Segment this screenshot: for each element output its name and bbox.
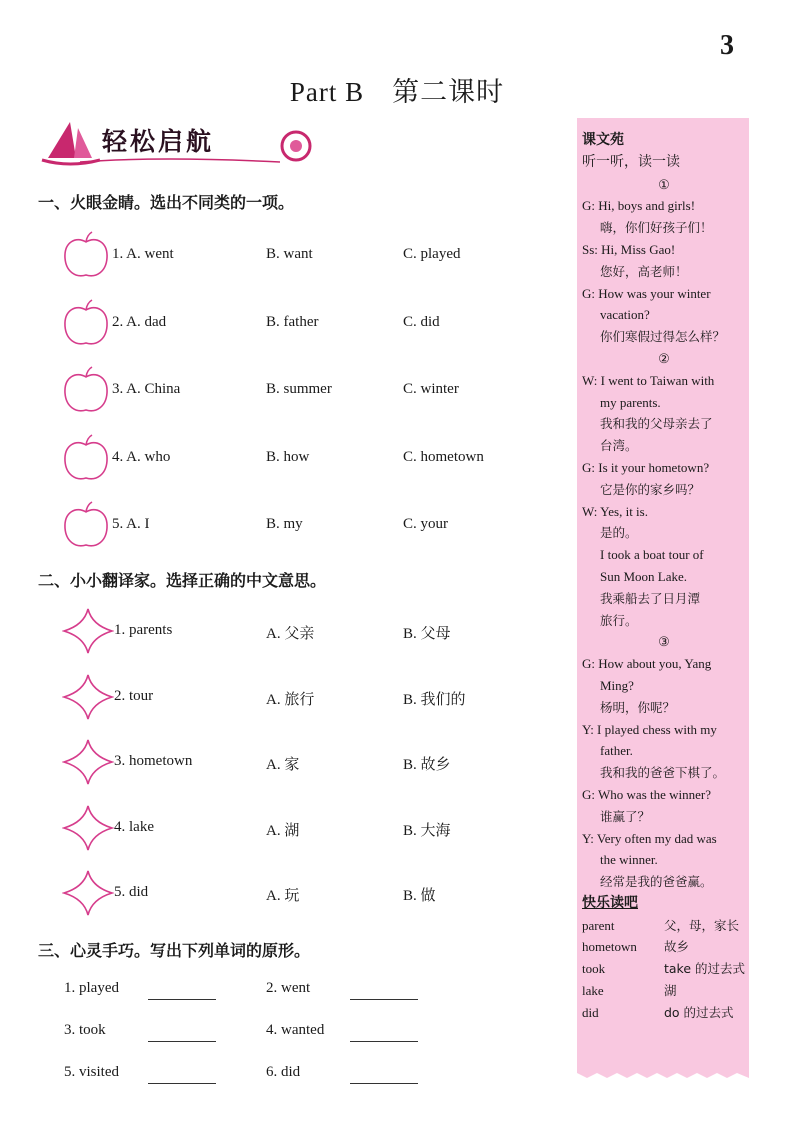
answer-blank: [148, 1040, 216, 1042]
dialogue-line: 嗨，你们好孩子们！: [600, 220, 713, 236]
vocab-row: [582, 958, 746, 980]
vocab-row: [582, 1002, 746, 1024]
dialogue-line: Ss: Hi, Miss Gao!: [582, 241, 676, 257]
banner-title: 轻松启航: [102, 127, 215, 156]
option-b: B. 我们的: [403, 691, 466, 708]
vocab-word: lake: [582, 983, 604, 999]
dialogue-line: 谁赢了？: [600, 808, 651, 824]
page-title: Part B 第二课时: [289, 77, 505, 107]
vocab-word: took: [582, 961, 606, 977]
vocab-meaning: do 的过去式: [664, 1004, 734, 1020]
option-b: B. 故乡: [403, 757, 451, 773]
word: 5. did: [114, 884, 149, 900]
answer-blank: [350, 1040, 418, 1042]
dialogue-line: 我乘船去了日月潭: [600, 590, 701, 606]
dialogue-line: I took a boat tour of: [600, 547, 704, 563]
word-right: 6. did: [266, 1064, 301, 1080]
apple-answer-icon: [62, 500, 110, 550]
answer-blank: [148, 1082, 216, 1084]
word: 3. hometown: [114, 753, 193, 769]
vocab-row: [582, 936, 746, 958]
dialogue-line: ①: [658, 176, 670, 192]
dialogue-line: ③: [658, 634, 670, 650]
vocab-meaning: take 的过去式: [664, 961, 746, 977]
dialogue-line: vacation?: [600, 307, 650, 323]
dialogue-line: G: How was your winter: [582, 285, 711, 301]
option-a: A. 旅行: [266, 691, 315, 708]
option-a: A. 湖: [266, 822, 300, 839]
section2-heading: 二、小小翻译家。选择正确的中文意思。: [38, 571, 327, 590]
vocab-word: parent: [582, 917, 615, 933]
word: 2. tour: [114, 687, 154, 704]
option-c: C. your: [403, 516, 448, 532]
dialogue-line: the winner.: [600, 852, 658, 868]
dialogue-line: G: Who was the winner?: [582, 786, 712, 802]
vocab-heading: 快乐读吧: [582, 894, 638, 911]
word-left: 3. took: [64, 1022, 106, 1038]
answer-blank: [148, 998, 216, 1000]
option-a: 3. A. China: [112, 381, 181, 397]
page-number: 3: [720, 30, 734, 61]
option-b: B. summer: [266, 381, 332, 397]
vocab-row: [582, 980, 746, 1002]
dialogue-line: 你们寒假过得怎么样？: [600, 329, 726, 345]
dialogue-line: father.: [600, 743, 633, 759]
sidebar-subheading: 听一听，读一读: [582, 153, 680, 170]
sidebar-panel: [577, 118, 749, 1078]
option-a: 5. A. I: [112, 516, 150, 532]
dialogue-line: ②: [658, 350, 670, 366]
dialogue-line: 我和我的爸爸下棋了。: [600, 765, 726, 781]
dialogue-line: G: Is it your hometown?: [582, 459, 710, 475]
option-b: B. how: [266, 448, 310, 465]
star-answer-icon: [62, 607, 114, 655]
apple-answer-icon: [62, 230, 110, 280]
dialogue-line: Y: Very often my dad was: [582, 830, 717, 846]
dialogue-line: Ming?: [600, 677, 634, 693]
dialogue-line: 我和我的父母亲去了: [600, 416, 713, 432]
dialogue-line: Sun Moon Lake.: [600, 568, 688, 584]
dialogue-line: 台湾。: [600, 438, 638, 454]
vocab-word: hometown: [582, 939, 637, 955]
section-banner: [40, 118, 325, 168]
option-b: B. 大海: [403, 822, 451, 839]
star-answer-icon: [62, 804, 114, 852]
option-a: 4. A. who: [112, 448, 171, 465]
option-c: C. hometown: [403, 448, 484, 465]
vocab-meaning: 父，母，家长: [664, 917, 740, 933]
option-a: 2. A. dad: [112, 313, 167, 330]
vocab-meaning: 湖: [664, 983, 677, 999]
section1-heading: 一、火眼金睛。选出不同类的一项。: [38, 193, 295, 212]
option-b: B. 做: [403, 888, 436, 904]
option-c: C. did: [403, 313, 440, 330]
option-c: C. played: [403, 246, 461, 262]
option-b: B. want: [266, 246, 313, 262]
dialogue-line: 是的。: [600, 525, 638, 541]
option-a: A. 父亲: [266, 626, 315, 642]
answer-blank: [350, 998, 418, 1000]
option-c: C. winter: [403, 381, 459, 397]
dialogue-line: Y: I played chess with my: [582, 721, 717, 737]
dialogue-line: G: Hi, boys and girls!: [582, 198, 696, 214]
star-answer-icon: [62, 869, 114, 917]
section3-heading: 三、心灵手巧。写出下列单词的原形。: [38, 941, 311, 960]
dialogue-line: my parents.: [600, 394, 661, 410]
dialogue-line: 经常是我的爸爸赢。: [600, 874, 713, 890]
apple-answer-icon: [62, 298, 110, 348]
option-a: A. 玩: [266, 888, 300, 904]
star-answer-icon: [62, 673, 114, 721]
word-left: 5. visited: [64, 1064, 119, 1080]
word: 4. lake: [114, 818, 154, 835]
vocab-word: did: [582, 1004, 599, 1020]
word: 1. parents: [114, 622, 173, 638]
dialogue-line: 旅行。: [600, 612, 638, 628]
star-answer-icon: [62, 738, 114, 786]
option-a: A. 家: [266, 757, 300, 773]
option-b: B. my: [266, 516, 303, 532]
dialogue-line: 它是你的家乡吗？: [600, 481, 701, 497]
vocab-row: [582, 915, 746, 937]
dialogue-line: G: How about you, Yang: [582, 656, 712, 672]
apple-answer-icon: [62, 365, 110, 415]
option-a: 1. A. went: [112, 246, 174, 262]
option-b: B. father: [266, 313, 319, 330]
word-right: 4. wanted: [266, 1022, 325, 1038]
dialogue-line: W: Yes, it is.: [582, 503, 648, 519]
word-left: 1. played: [64, 980, 119, 996]
dialogue-line: 您好，高老师！: [600, 263, 688, 279]
vocab-meaning: 故乡: [664, 939, 690, 955]
option-b: B. 父母: [403, 626, 451, 642]
dialogue-line: 杨明，你呢？: [600, 699, 676, 715]
word-right: 2. went: [266, 980, 311, 996]
sidebar-heading: 课文苑: [582, 132, 624, 148]
answer-blank: [350, 1082, 418, 1084]
dialogue-line: W: I went to Taiwan with: [582, 372, 715, 388]
apple-answer-icon: [62, 433, 110, 483]
